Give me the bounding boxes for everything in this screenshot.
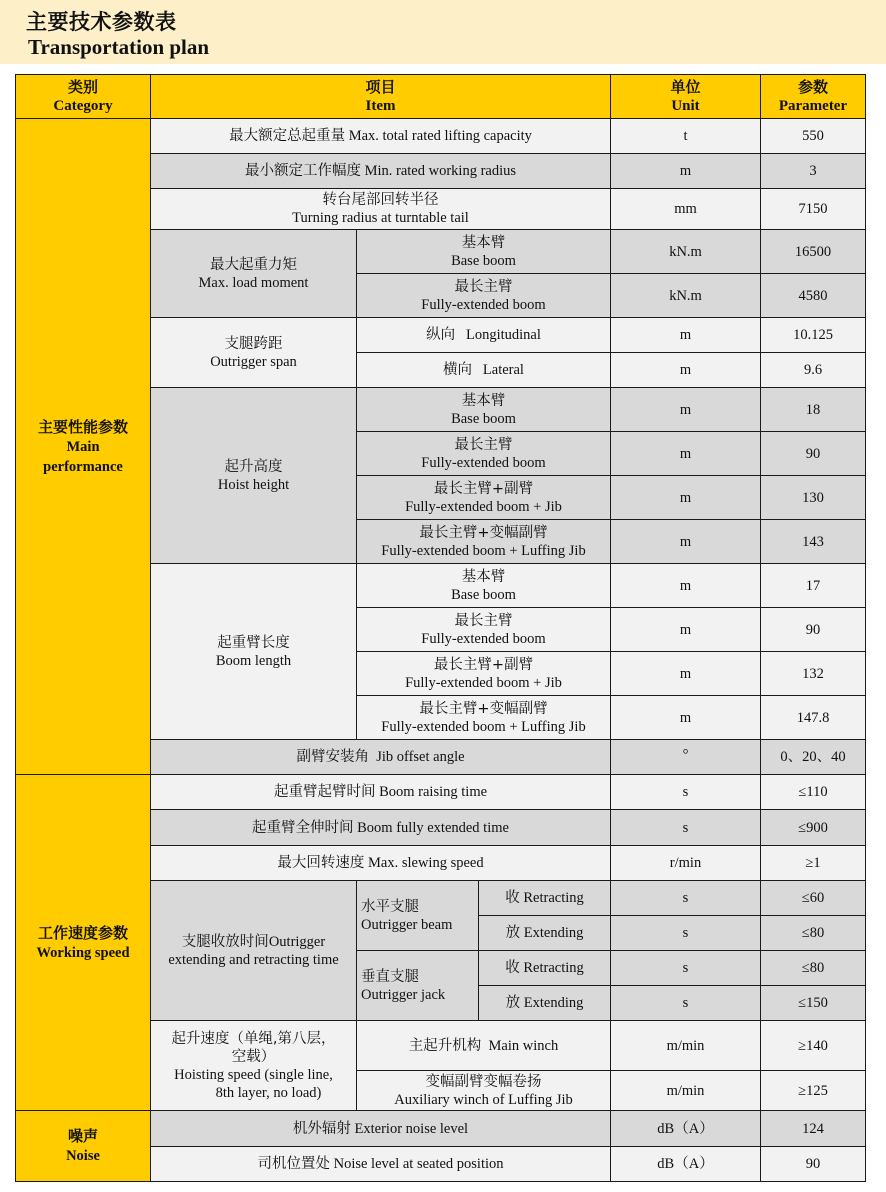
item-cell: 最长主臂+副臂 Fully-extended boom + Jib [356,651,611,696]
group-outrigger-beam: 水平支腿 Outrigger beam [356,880,479,951]
item-cell: 最长主臂+副臂 Fully-extended boom + Jib [356,475,611,520]
value-cell: ≤110 [760,774,866,810]
group-outrigger-jack: 垂直支腿 Outrigger jack [356,950,479,1021]
value-cell: 16500 [760,229,866,274]
item-cell: 主起升机构 Main winch [356,1020,611,1071]
unit-cell: m [610,153,761,189]
item-cell: 最长主臂 Fully-extended boom [356,273,611,318]
unit-cell: dB（A） [610,1110,761,1147]
header-parameter: 参数 Parameter [760,74,866,119]
value-cell: 90 [760,607,866,652]
item-cell: 起重臂全伸时间 Boom fully extended time [150,809,611,846]
item-cell: 横向 Lateral [356,352,611,388]
item-cell: 起重臂起臂时间 Boom raising time [150,774,611,810]
unit-cell: kN.m [610,273,761,318]
value-cell: 90 [760,431,866,476]
unit-cell: m [610,519,761,564]
unit-cell: s [610,880,761,916]
item-cell: 纵向 Longitudinal [356,317,611,353]
unit-cell: m [610,431,761,476]
value-cell: ≥125 [760,1070,866,1111]
unit-cell: s [610,915,761,951]
value-cell: ≤150 [760,985,866,1021]
value-cell: ≥140 [760,1020,866,1071]
group-outrigger-time: 支腿收放时间Outrigger extending and retracting time [150,880,357,1021]
category-noise: 噪声 Noise [15,1110,151,1182]
unit-cell: m [610,651,761,696]
unit-cell: m/min [610,1020,761,1071]
group-outrigger-span: 支腿跨距 Outrigger span [150,317,357,388]
value-cell: 124 [760,1110,866,1147]
value-cell: 9.6 [760,352,866,388]
unit-cell: s [610,985,761,1021]
unit-cell: m [610,317,761,353]
unit-cell: m/min [610,1070,761,1111]
group-hoist-height: 起升高度 Hoist height [150,387,357,564]
unit-cell: m [610,695,761,740]
value-cell: 550 [760,118,866,154]
item-cell: 基本臂 Base boom [356,563,611,608]
value-cell: 147.8 [760,695,866,740]
unit-cell: m [610,475,761,520]
value-cell: 3 [760,153,866,189]
unit-cell: s [610,774,761,810]
unit-cell: m [610,352,761,388]
item-cell: 最长主臂+变幅副臂 Fully-extended boom + Luffing Jib [356,695,611,740]
value-cell: 4580 [760,273,866,318]
header-category: 类别 Category [15,74,151,119]
value-cell: ≤900 [760,809,866,846]
unit-cell: mm [610,188,761,230]
value-cell: 130 [760,475,866,520]
category-main-performance: 主要性能参数 Main performance [15,118,151,775]
item-cell: 最小额定工作幅度 Min. rated working radius [150,153,611,189]
header-unit: 单位 Unit [610,74,761,119]
value-cell: 17 [760,563,866,608]
unit-cell: s [610,950,761,986]
group-boom-length: 起重臂长度 Boom length [150,563,357,740]
unit-cell: dB（A） [610,1146,761,1182]
item-cell: 基本臂 Base boom [356,387,611,432]
value-cell: ≤60 [760,880,866,916]
group-hoisting-speed: 起升速度（单绳,第八层， 空载） Hoisting speed (single line, 8th layer, no load) [150,1020,357,1111]
unit-cell: r/min [610,845,761,881]
item-cell: 最长主臂+变幅副臂 Fully-extended boom + Luffing Jib [356,519,611,564]
item-cell: 最长主臂 Fully-extended boom [356,607,611,652]
item-cell: 变幅副臂变幅卷扬 Auxiliary winch of Luffing Jib [356,1070,611,1111]
category-working-speed: 工作速度参数 Working speed [15,774,151,1111]
value-cell: ≥1 [760,845,866,881]
value-cell: 132 [760,651,866,696]
header-item: 项目 Item [150,74,611,119]
page-title-cn: 主要技术参数表 [26,10,177,34]
value-cell: ≤80 [760,950,866,986]
item-cell: 收 Retracting [478,950,611,986]
group-load-moment: 最大起重力矩 Max. load moment [150,229,357,318]
unit-cell: t [610,118,761,154]
item-cell: 最大额定总起重量 Max. total rated lifting capacity [150,118,611,154]
value-cell: ≤80 [760,915,866,951]
unit-cell: s [610,809,761,846]
value-cell: 10.125 [760,317,866,353]
item-cell: 基本臂 Base boom [356,229,611,274]
item-cell: 收 Retracting [478,880,611,916]
unit-cell: m [610,607,761,652]
item-cell: 机外辐射 Exterior noise level [150,1110,611,1147]
item-cell: 放 Extending [478,915,611,951]
item-cell: 放 Extending [478,985,611,1021]
unit-cell: ° [610,739,761,775]
value-cell: 90 [760,1146,866,1182]
unit-cell: m [610,387,761,432]
item-cell: 转台尾部回转半径 Turning radius at turntable tail [150,188,611,230]
item-cell: 司机位置处 Noise level at seated position [150,1146,611,1182]
item-cell: 副臂安装角 Jib offset angle [150,739,611,775]
value-cell: 0、20、40 [760,739,866,775]
page-title-en: Transportation plan [28,35,210,59]
item-cell: 最长主臂 Fully-extended boom [356,431,611,476]
value-cell: 143 [760,519,866,564]
unit-cell: m [610,563,761,608]
unit-cell: kN.m [610,229,761,274]
item-cell: 最大回转速度 Max. slewing speed [150,845,611,881]
title-band [0,0,886,64]
value-cell: 7150 [760,188,866,230]
value-cell: 18 [760,387,866,432]
